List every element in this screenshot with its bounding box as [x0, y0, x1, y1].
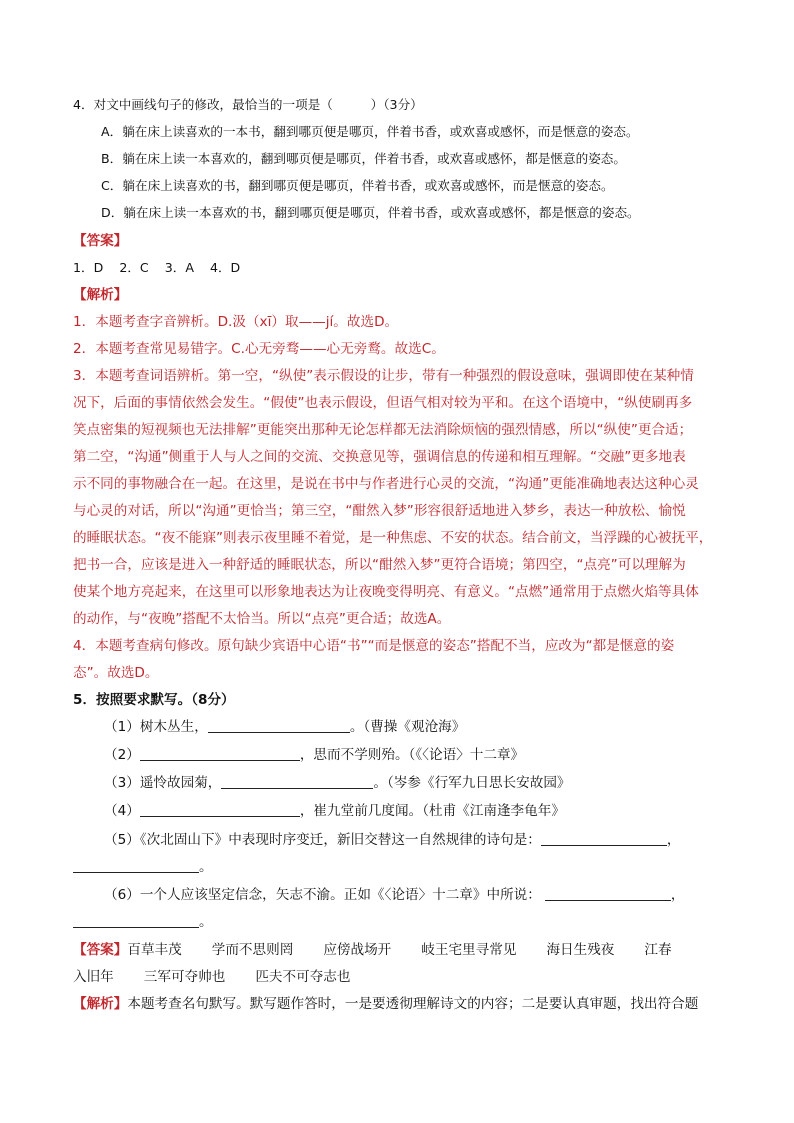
- q5-item-3-suffix: 。（岑参《行军九日思长安故园》: [373, 775, 571, 791]
- q5-item-6-blank-1[interactable]: [545, 886, 671, 901]
- q5-item-3: [104, 773, 571, 793]
- q4-option-a: A．躺在床上读喜欢的一本书，翻到哪页便是哪页，伴着书香，或欢喜或感怀，而是惬意的姿态。: [101, 124, 639, 139]
- analysis-line: 与心灵的对话，所以“沟通”更恰当；第三空，“酣然入梦”形容很舒适地进入梦乡，表达一种放松、愉悦: [73, 503, 686, 519]
- q5-item-5-blank-2[interactable]: [73, 858, 199, 873]
- q5-item-5: [104, 830, 680, 850]
- q4-stem: 4．对文中画线句子的修改，最恰当的一项是（ ）（3分）: [73, 97, 423, 112]
- q5-item-5-blank-1[interactable]: [541, 831, 667, 846]
- answer-item: 3．A: [164, 260, 194, 275]
- q5-answer-item: 岐王宅里寻常见: [421, 942, 517, 958]
- answer-item: 2．C: [119, 260, 149, 275]
- q5-answer-item: 应傍战场开: [323, 942, 392, 958]
- q5-answer-line-1: [73, 940, 672, 960]
- q5-title: 5．按照要求默写。（8分）: [73, 692, 235, 708]
- q5-item-1-prefix: （1）树木丛生，: [104, 719, 208, 735]
- analysis-tag: 【解析】: [73, 287, 128, 303]
- analysis-line: 态”。故选D。: [73, 665, 159, 681]
- answer-item: 1．D: [73, 260, 104, 275]
- q5-answer-item: 三军可夺帅也: [143, 969, 226, 985]
- q4-option-b: B．躺在床上读一本喜欢的，翻到哪页便是哪页，伴着书香，或欢喜或感怀，都是惬意的姿态。: [101, 151, 626, 166]
- analysis-line: 第二空，“沟通”侧重于人与人之间的交流、交换意见等，强调信息的传递和相互理解。“交融”更多地表: [73, 449, 686, 465]
- analysis-line: 的睡眠状态。“夜不能寐”则表示夜里睡不着觉，是一种焦虑、不安的状态。结合前文，当浮躁的心被抚平，: [73, 530, 713, 546]
- answer-tag: 【答案】: [73, 233, 128, 249]
- q5-item-2: [104, 745, 524, 765]
- q5-item-6-prefix: （6）一个人应该坚定信念，矢志不渝。正如《〈论语〉十二章》中所说：: [104, 887, 541, 903]
- q5-analysis-text: 本题考查名句默写。默写题作答时，一是要透彻理解诗文的内容；二是要认真审题，找出符合题: [127, 996, 699, 1012]
- q5-item-3-prefix: （3）遥怜故园菊，: [104, 775, 222, 791]
- q5-analysis-line: [73, 994, 698, 1014]
- q5-analysis-tag: 【解析】: [73, 996, 128, 1012]
- q5-item-1: [104, 717, 465, 737]
- q5-answer-line-2: [73, 967, 351, 987]
- q5-item-5-end: 。: [199, 859, 213, 875]
- q5-answer-item: 海日生残夜: [546, 942, 615, 958]
- q5-answer-tag: 【答案】: [73, 942, 128, 958]
- q5-answer-item: 入旧年: [73, 969, 114, 985]
- q4-option-c: C．躺在床上读喜欢的书，翻到哪页便是哪页，伴着书香，或欢喜或感怀，而是惬意的姿态。: [101, 178, 614, 193]
- analysis-line: 3．本题考查词语辨析。第一空，“纵使”表示假设的让步，带有一种强烈的假设意味，强调即使在某种情: [73, 368, 694, 384]
- analysis-line: 2．本题考查常见易错字。C.心无旁骛——心无旁鹜。故选C。: [73, 341, 445, 357]
- q5-item-2-suffix: ，思而不学则殆。（《〈论语〉十二章》: [299, 747, 525, 763]
- q5-item-6: [104, 885, 684, 905]
- q4-option-d: D．躺在床上读一本喜欢的书，翻到哪页便是哪页，伴着书香，或欢喜或感怀，都是惬意的姿态。: [101, 205, 640, 220]
- q5-answer-item: 匹夫不可夺志也: [255, 969, 351, 985]
- q5-item-6-blank-2[interactable]: [73, 913, 199, 928]
- q5-item-2-prefix: （2）: [104, 747, 140, 763]
- q5-item-5-separator: ，: [666, 832, 681, 848]
- q5-answer-item: 学而不思则罔: [211, 942, 294, 958]
- q5-item-2-blank[interactable]: [140, 746, 300, 761]
- analysis-line: 4．本题考查病句修改。原句缺少宾语中心语“书”“而是惬意的姿态”搭配不当，应改为“都是惬意的姿: [73, 638, 675, 654]
- q5-item-3-blank[interactable]: [221, 774, 373, 789]
- q5-item-4-suffix: ，崔九堂前几度闻。（杜甫《江南逢李龟年》: [299, 803, 565, 819]
- analysis-line: 笑点密集的短视频也无法排解”更能突出那种无论怎样都无法消除烦恼的强烈情感，所以“纵使”更合适；: [73, 422, 693, 438]
- q5-item-4: [104, 801, 565, 821]
- analysis-line: 的动作，与“夜晚”搭配不太恰当。所以“点亮”更合适；故选A。: [73, 611, 451, 627]
- answer-list: [73, 258, 256, 278]
- q5-item-4-prefix: （4）: [104, 803, 140, 819]
- q5-item-6-cont: [73, 912, 213, 932]
- q5-item-6-separator: ，: [670, 887, 685, 903]
- analysis-line: 示不同的事物融合在一起。在这里，是说在书中与作者进行心灵的交流，“沟通”更能准确地表达这种心灵: [73, 476, 699, 492]
- answer-item: 4．D: [209, 260, 241, 275]
- analysis-line: 把书一合，应该是进入一种舒适的睡眠状态，所以“酣然入梦”更符合语境；第四空，“点亮”可以理解为: [73, 557, 686, 573]
- q5-answer-item: 江春: [644, 942, 672, 958]
- q5-item-1-suffix: 。（曹操《观沧海》: [349, 719, 466, 735]
- analysis-line: 况下，后面的事情依然会发生。“假使”也表示假设，但语气相对较为平和。在这个语境中，“纵使刷再多: [73, 395, 693, 411]
- q5-item-4-blank[interactable]: [140, 802, 300, 817]
- analysis-line: 1．本题考查字音辨析。D.汲（xī）取——jí。故选D。: [73, 314, 399, 330]
- analysis-line: 使某个地方亮起来，在这里可以形象地表达为让夜晚变得明亮、有意义。“点燃”通常用于点燃火焰等具体: [73, 584, 699, 600]
- q5-answer-item: 百草丰茂: [127, 942, 182, 958]
- q5-item-1-blank[interactable]: [208, 718, 350, 733]
- q5-item-6-end: 。: [199, 914, 213, 930]
- q5-item-5-prefix: （5）《次北固山下》中表现时序变迁，新旧交替这一自然规律的诗句是：: [104, 832, 541, 848]
- q5-item-5-cont: [73, 857, 213, 877]
